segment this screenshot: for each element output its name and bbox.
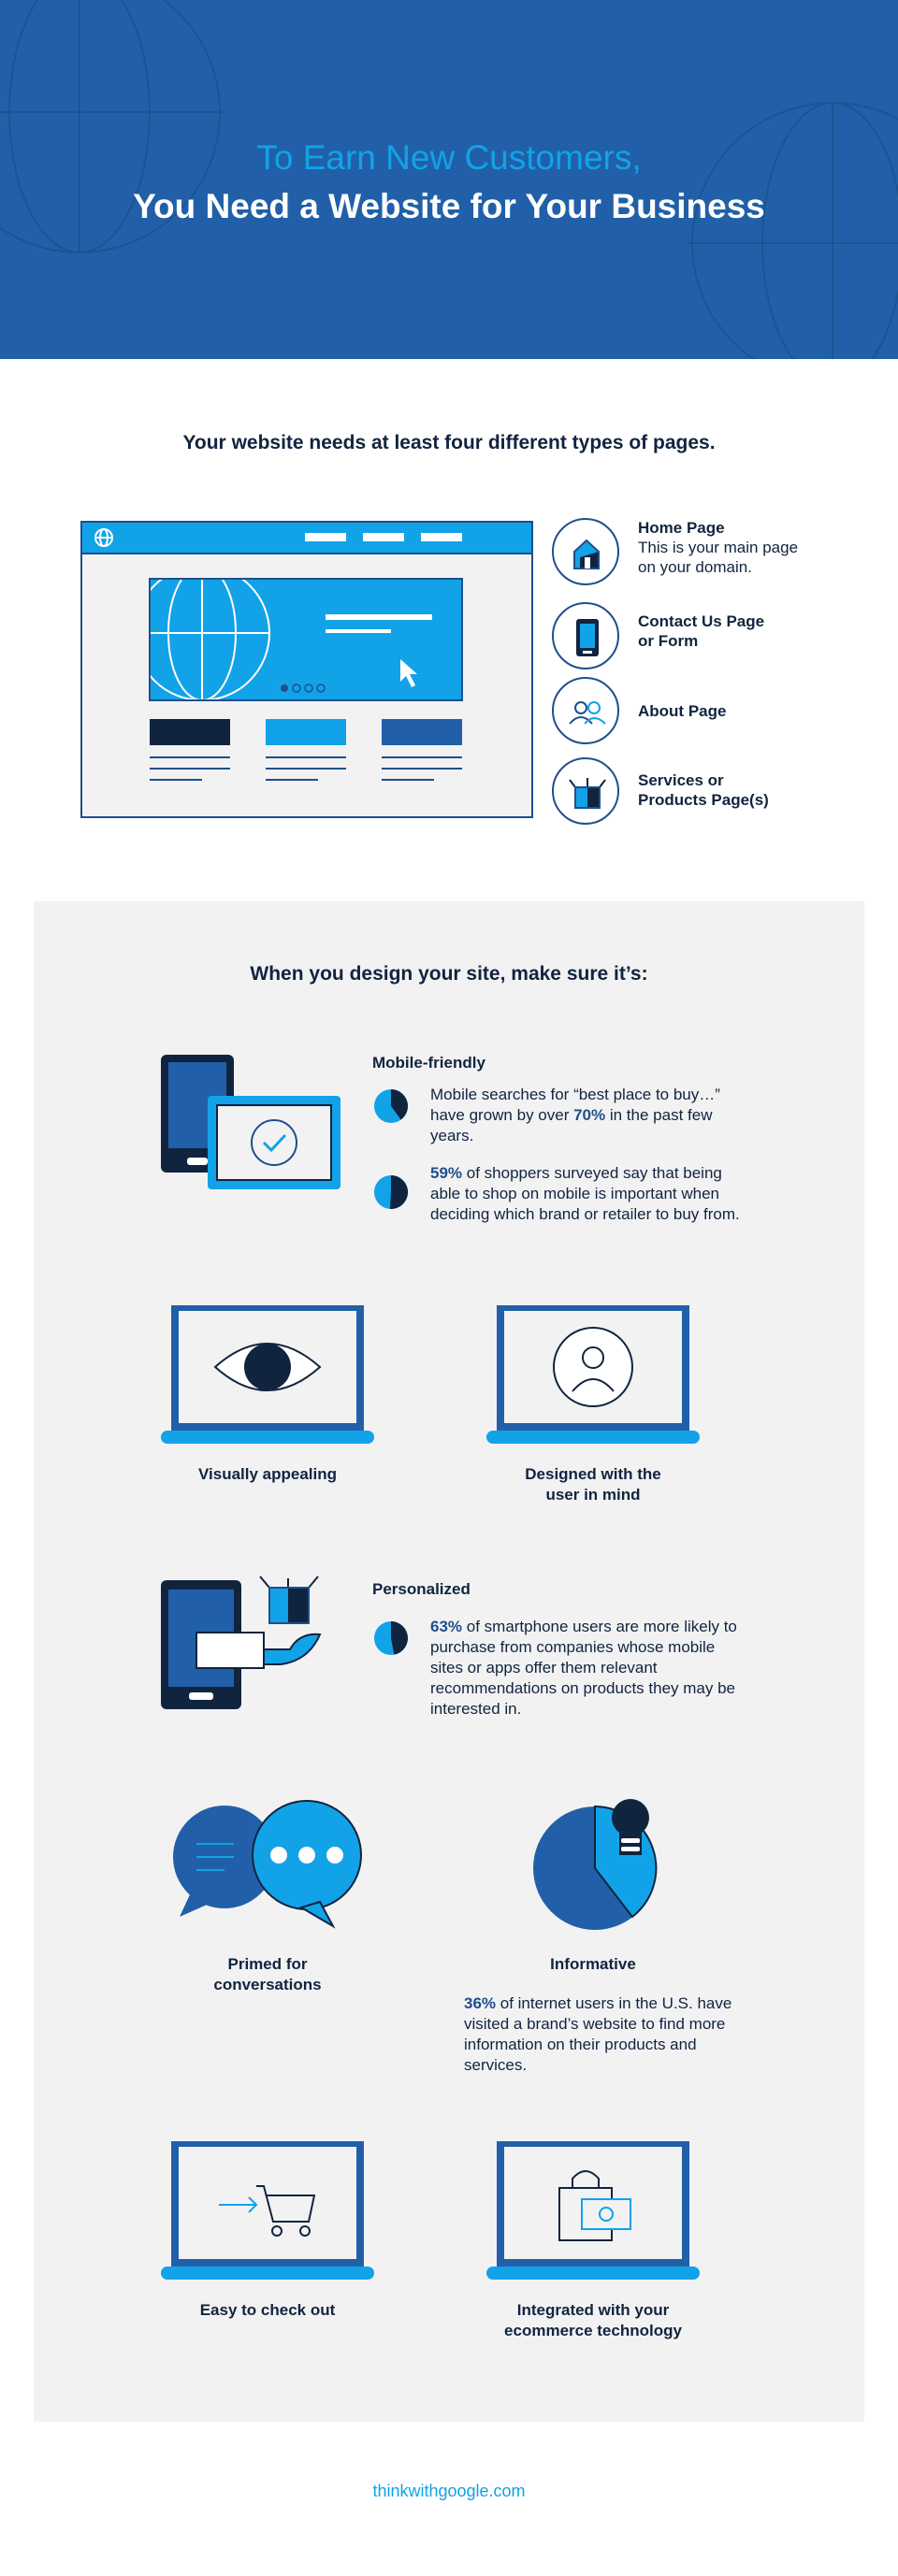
- personalized-stat: [430, 1617, 748, 1720]
- page-type-home: [552, 518, 870, 589]
- page-type-desc: This is your main page: [638, 539, 799, 556]
- pie-icon-70: [372, 1087, 410, 1125]
- page-type-title: Home Page: [638, 519, 725, 537]
- people-icon: [552, 677, 619, 744]
- page-type-title: Services or: [638, 771, 724, 789]
- chat-bubbles-icon: [170, 1799, 367, 1934]
- caption-line: Designed with the: [525, 1465, 661, 1483]
- conversations-caption: [155, 1954, 380, 1995]
- stat-text: of smartphone users are more likely to purchase from companies whose mobile sites or apps offer them relevant recommendations on products they may be interested in.: [430, 1618, 737, 1718]
- pie-icon-59: [372, 1173, 410, 1211]
- lightbulb-pie-icon: [528, 1797, 664, 1932]
- website-mockup-illustration: [80, 521, 533, 818]
- page-type-contact: [552, 602, 870, 673]
- stat-highlight: 36%: [464, 1994, 497, 2012]
- laptop-user-illustration: [485, 1305, 702, 1451]
- home-icon: [552, 518, 619, 585]
- checkout-caption: Easy to check out: [199, 2301, 336, 2319]
- caption-line: ecommerce technology: [504, 2322, 682, 2339]
- phone-and-tablet-illustration: [159, 1053, 342, 1195]
- page-type-title: About Page: [638, 702, 727, 720]
- stat-highlight: 63%: [430, 1618, 463, 1635]
- mobile-stat-1: [430, 1085, 748, 1146]
- stat-highlight: 59%: [430, 1164, 463, 1182]
- integrated-caption: [481, 2300, 705, 2341]
- title-line-2: You Need a Website for Your Business: [133, 187, 765, 225]
- mobile-stat-2: [430, 1163, 748, 1225]
- page-type-desc: on your domain.: [638, 558, 752, 576]
- design-heading: When you design your site, make sure it’s:: [250, 963, 648, 985]
- page-type-about: [552, 677, 870, 748]
- stat-text: of internet users in the U.S. have visited a brand’s website to find more information on their products and services.: [464, 1994, 732, 2074]
- pages-heading: Your website needs at least four different types of pages.: [182, 432, 716, 453]
- page-type-title: Contact Us Page: [638, 612, 765, 630]
- globe-decoration: [0, 0, 898, 359]
- caption-line: user in mind: [545, 1486, 641, 1504]
- informative-stat: [464, 1993, 735, 2076]
- phone-gift-illustration: [159, 1575, 331, 1711]
- stat-text: in the past few years.: [430, 1106, 713, 1144]
- credit-card-icon: [582, 2199, 630, 2229]
- laptop-cart-illustration: [159, 2141, 376, 2287]
- page-type-title: or Form: [638, 632, 699, 650]
- visually-appealing-caption: Visually appealing: [197, 1465, 338, 1483]
- personalized-title: Personalized: [372, 1580, 471, 1598]
- stat-highlight: 70%: [573, 1106, 606, 1124]
- informative-caption: Informative: [550, 1955, 636, 1973]
- phone-icon: [552, 602, 619, 669]
- page-type-title: Products Page(s): [638, 791, 769, 809]
- header-banner: [0, 0, 898, 359]
- laptop-bag-card-illustration: [485, 2141, 702, 2287]
- caption-line: Integrated with your: [516, 2301, 670, 2319]
- caption-line: conversations: [213, 1976, 322, 1993]
- stat-text: Mobile searches for “best place to buy…” have grown by over: [430, 1086, 720, 1124]
- source-link[interactable]: thinkwithgoogle.com: [372, 2482, 526, 2500]
- box-icon: [552, 757, 619, 825]
- page-type-services: [552, 757, 870, 828]
- laptop-eye-illustration: [159, 1305, 376, 1451]
- stat-text: of shoppers surveyed say that being able to shop on mobile is important when deciding which brand or retailer to buy from.: [430, 1164, 740, 1223]
- pie-icon-63: [372, 1619, 410, 1657]
- caption-line: Primed for: [227, 1955, 308, 1973]
- mobile-friendly-title: Mobile-friendly: [372, 1054, 485, 1072]
- title-line-1: To Earn New Customers,: [256, 138, 642, 177]
- user-in-mind-caption: [481, 1464, 705, 1505]
